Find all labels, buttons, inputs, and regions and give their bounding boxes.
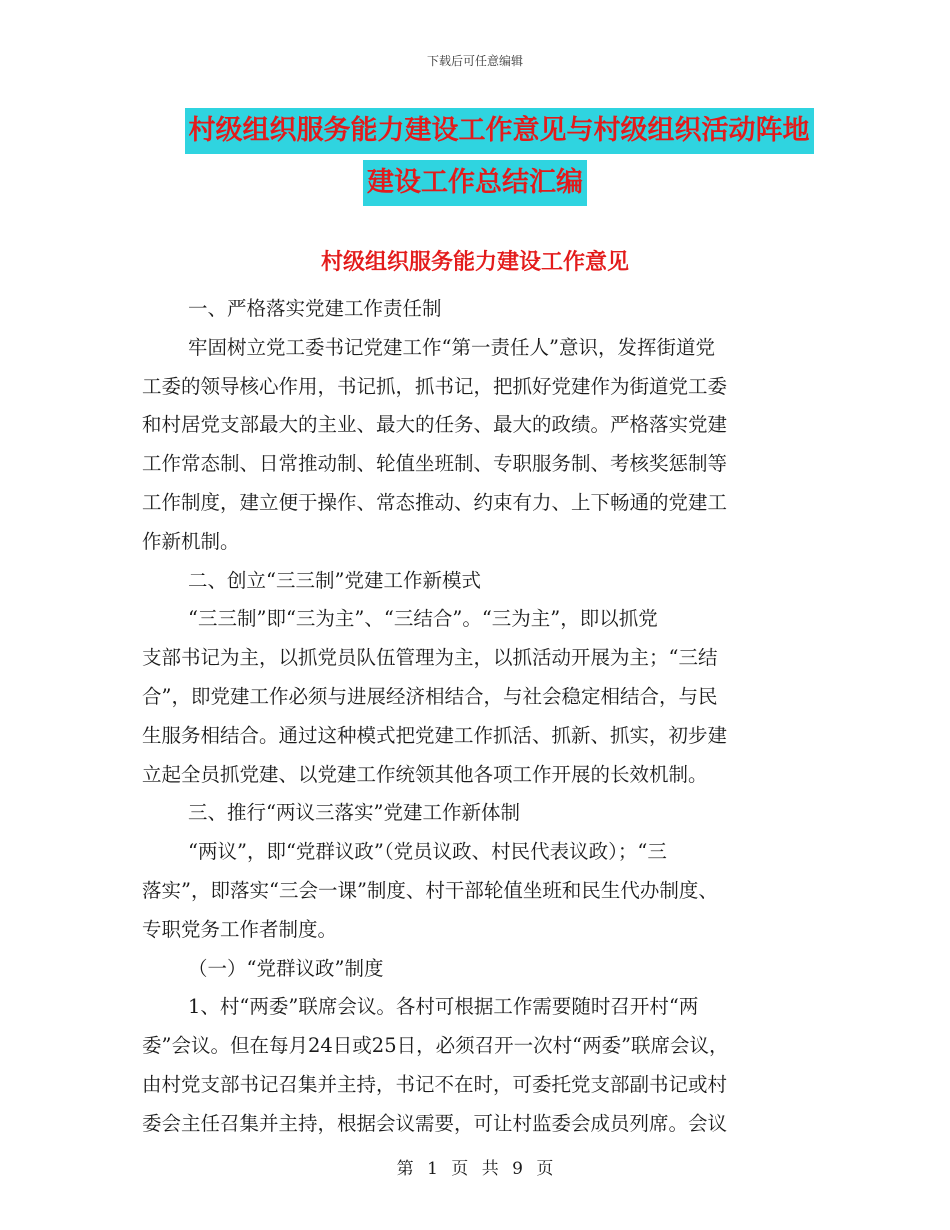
text-line: 专职党务工作者制度。 bbox=[142, 917, 338, 941]
text-line: 一、严格落实党建工作责任制 bbox=[188, 297, 442, 320]
text-line: 由村党支部书记召集并主持，书记不在时，可委托党支部副书记或村 bbox=[142, 1072, 728, 1096]
page-footer bbox=[0, 1154, 950, 1179]
page-header-note: 下载后可任意编辑 bbox=[426, 54, 523, 68]
text-line: “两议”，即“党群议政”（党员议政、村民代表议政）；“三 bbox=[188, 840, 667, 864]
text-line: 和村居党支部最大的主业、最大的任务、最大的政绩。严格落实党建 bbox=[142, 413, 728, 437]
text-line: （一）“党群议政”制度 bbox=[188, 956, 384, 980]
footer-page-number: 1 bbox=[427, 1159, 438, 1179]
text-line: 支部书记为主，以抓党员队伍管理为主，以抓活动开展为主；“三结 bbox=[142, 646, 718, 670]
footer-page-label: 第 bbox=[396, 1159, 414, 1179]
document-title-line-2: 建设工作总结汇编 bbox=[363, 160, 587, 206]
section-title: 村级组织服务能力建设工作意见 bbox=[320, 250, 629, 275]
text-line: 落实”，即落实“三会一课”制度、村干部轮值坐班和民生代办制度、 bbox=[142, 878, 718, 902]
text-line: 委会主任召集并主持，根据会议需要，可让村监委会成员列席。会议 bbox=[142, 1111, 728, 1135]
footer-total-unit: 页 bbox=[536, 1159, 554, 1179]
text-line: 1、村“两委”联席会议。各村可根据工作需要随时召开村“两 bbox=[188, 995, 699, 1019]
text-line: 合”，即党建工作必须与进展经济相结合，与社会稳定相结合，与民 bbox=[142, 684, 718, 708]
text-line: 作新机制。 bbox=[142, 529, 240, 553]
text-line: 生服务相结合。通过这种模式把党建工作抓活、抓新、抓实，初步建 bbox=[142, 723, 728, 747]
text-line: 二、创立“三三制”党建工作新模式 bbox=[188, 568, 481, 592]
text-line: 三、推行“两议三落实”党建工作新体制 bbox=[188, 801, 520, 825]
text-line: 工作制度，建立便于操作、常态推动、约束有力、上下畅通的党建工 bbox=[142, 490, 728, 514]
footer-total-label: 共 bbox=[481, 1159, 499, 1179]
document-title bbox=[0, 108, 950, 212]
document-title-line-1: 村级组织服务能力建设工作意见与村级组织活动阵地 bbox=[185, 108, 814, 154]
text-line: “三三制”即“三为主”、“三结合”。“三为主”，即以抓党 bbox=[188, 607, 658, 631]
text-line: 牢固树立党工委书记党建工作“第一责任人”意识，发挥街道党 bbox=[188, 335, 715, 359]
text-line: 委”会议。但在每月24日或25日，必须召开一次村“两委”联席会议， bbox=[142, 1034, 729, 1058]
text-line: 立起全员抓党建、以党建工作统领其他各项工作开展的长效机制。 bbox=[142, 762, 708, 786]
text-line: 工委的领导核心作用，书记抓，抓书记，把抓好党建作为街道党工委 bbox=[142, 374, 728, 398]
footer-page-unit: 页 bbox=[451, 1159, 469, 1179]
body-text bbox=[142, 290, 818, 1144]
footer-total-number: 9 bbox=[512, 1159, 523, 1179]
text-line: 工作常态制、日常推动制、轮值坐班制、专职服务制、考核奖惩制等 bbox=[142, 452, 728, 476]
